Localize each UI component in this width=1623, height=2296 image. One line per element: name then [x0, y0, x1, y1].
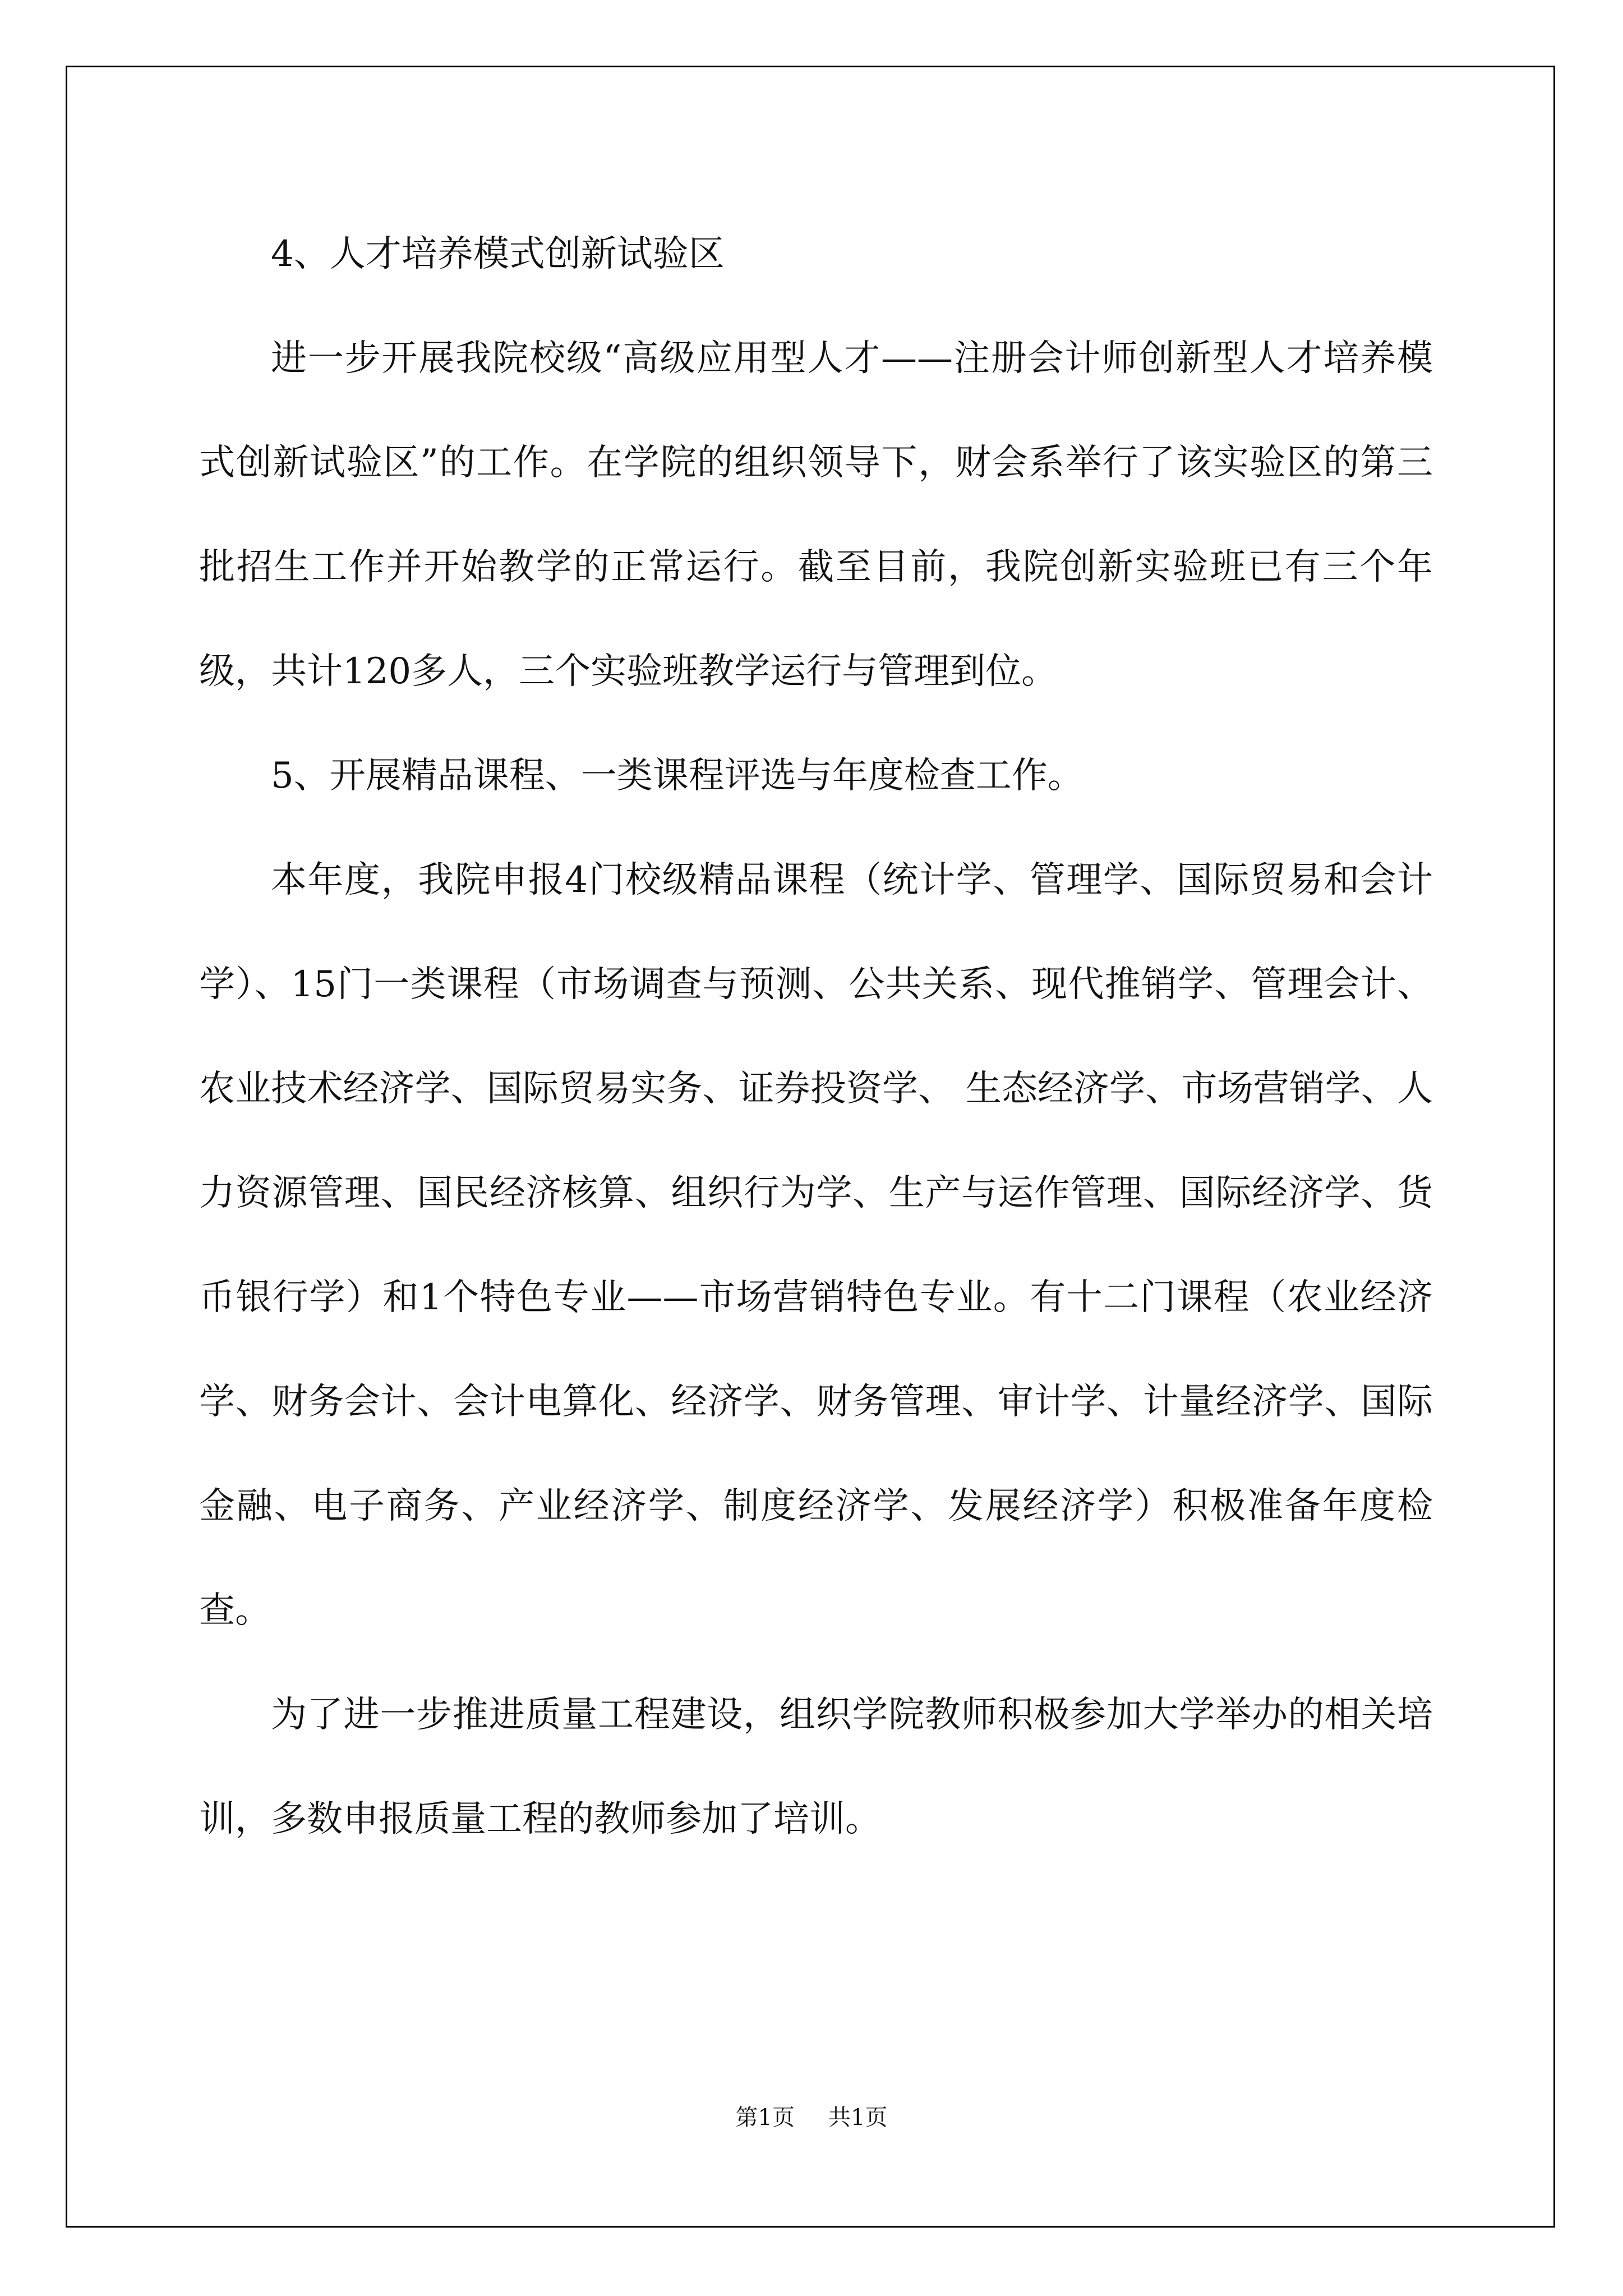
page-footer — [0, 2101, 1623, 2134]
page-total: 共1页 — [828, 2105, 888, 2131]
document-body — [199, 202, 1433, 1871]
heading-quality-courses: 5、开展精品课程、一类课程评选与年度检查工作。 — [271, 755, 1083, 797]
paragraph-innovation-zone: 进一步开展我院校级“高级应用型人才——注册会计师创新型人才培养模式创新试验区”的工作。在学院的组织领导下，财会系举行了该实验区的第三批招生工作并开始教学的正常运行。截至目前，我院创新实验班已有三个年级，共计120多人，三个实验班教学运行与管理到位。 — [199, 338, 1433, 692]
paragraph-training: 为了进一步推进质量工程建设，组织学院教师积极参加大学举办的相关培训，多数申报质量工程的教师参加了培训。 — [199, 1694, 1433, 1840]
paragraph-quality-courses: 本年度，我院申报4门校级精品课程（统计学、管理学、国际贸易和会计学）、15门一类课程（市场调查与预测、公共关系、现代推销学、管理会计、农业技术经济学、国际贸易实务、证券投资学、 生态经济学、市场营销学、人力资源管理、国民经济核算、组织行为学、生产与运作管理、国际经济学、货币银行学）和1个特色专业——市场营销特色专业。有十二门课程（农业经济学、财务会计、会计电算化、经济学、财务管理、审计学、计量经济学、国际金融、电子商务、产业经济学、制度经济学、发展经济学）积极准备年度检查。 — [199, 859, 1433, 1631]
page-number: 第1页 — [735, 2105, 795, 2131]
heading-innovation-zone: 4、人才培养模式创新试验区 — [271, 233, 725, 275]
